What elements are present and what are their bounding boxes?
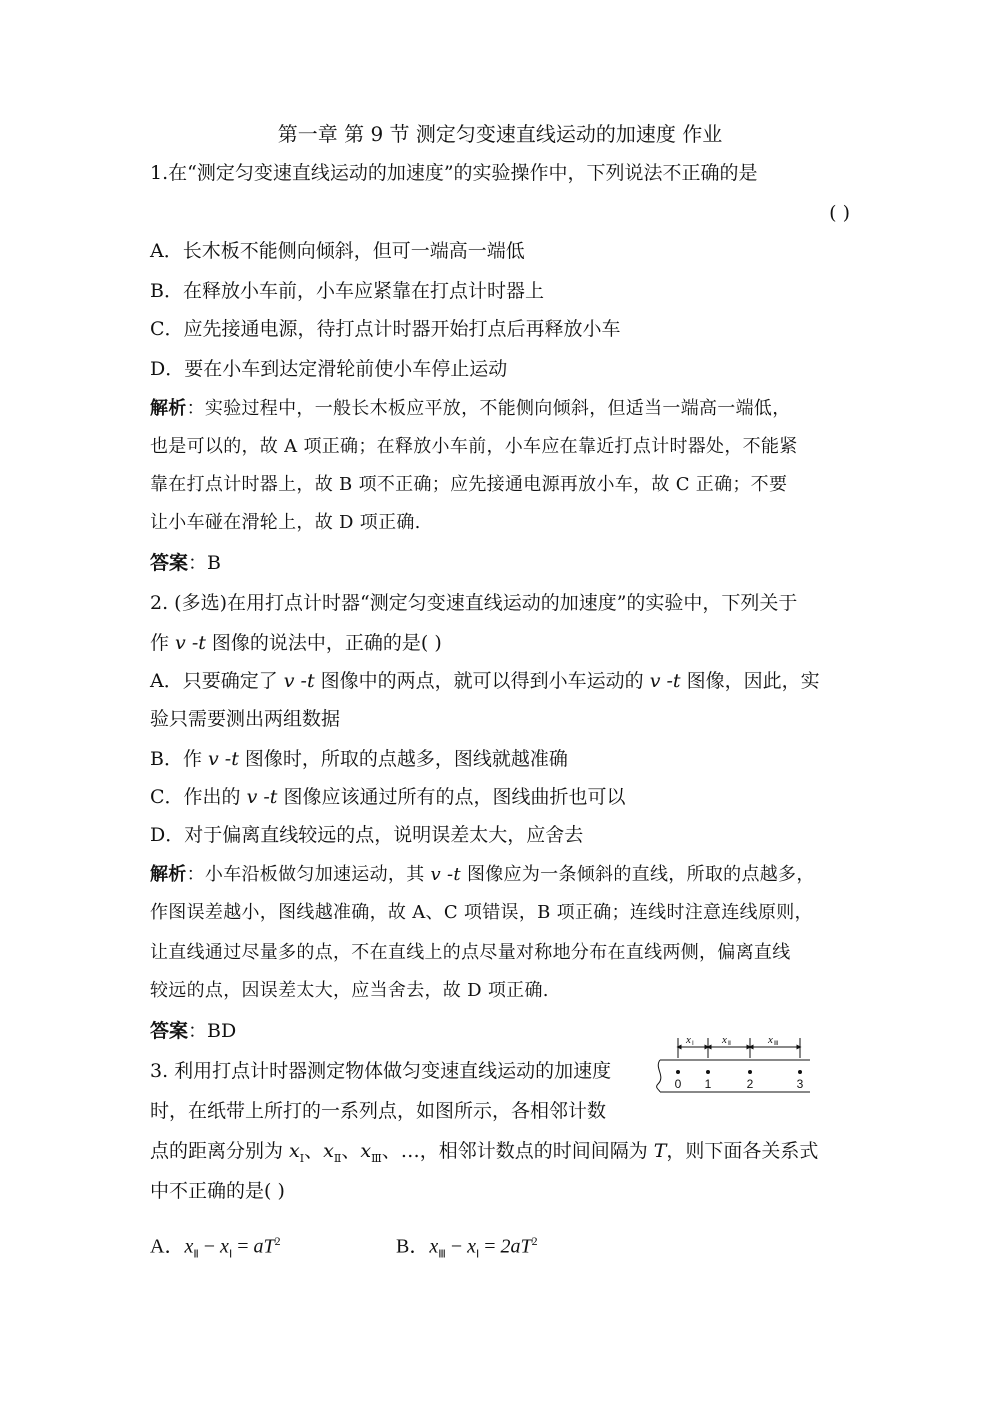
q2-solution-line-4: 较远的点，因误差太大，应当舍去，故 D 项正确.: [150, 980, 549, 1001]
label-x2: x: [722, 1034, 727, 1046]
paper-tape-figure: [652, 1032, 814, 1102]
q1-solution-line-4: 让小车碰在滑轮上，故 D 项正确.: [150, 512, 421, 533]
q3-option-a: A．$x_Ⅱ - x_Ⅰ = aT^2$: [150, 1234, 281, 1261]
q1-stem: 1.在“测定匀变速直线运动的加速度”的实验操作中，下列说法不正确的是: [150, 162, 758, 184]
q3-option-b: B．$x_Ⅲ - x_Ⅰ = 2aT^2$: [396, 1234, 538, 1261]
q2-option-d: D．对于偏离直线较远的点，说明误差太大，应舍去: [150, 824, 584, 846]
q2-option-b: B．作 v -t 图像时，所取的点越多，图线就越准确: [150, 748, 568, 770]
q1-solution-line-3: 靠在打点计时器上，故 B 项不正确；应先接通电源再放小车，故 C 正确；不要: [150, 474, 788, 495]
q1-answer-label: 答案: [150, 552, 189, 574]
point-0: [676, 1070, 680, 1074]
point-1: [706, 1070, 710, 1074]
q2-option-a-line-1: A．只要确定了 v -t 图像中的两点，就可以得到小车运动的 v -t 图像，因此，实: [150, 670, 820, 692]
label-x3: x: [768, 1034, 773, 1046]
page-title: 第一章 第 9 节 测定匀变速直线运动的加速度 作业: [277, 122, 723, 146]
point-label-1: 1: [704, 1077, 712, 1091]
q1-option-c: C．应先接通电源，待打点计时器开始打点后再释放小车: [150, 318, 621, 340]
label-x3-sub: Ⅲ: [774, 1041, 779, 1047]
q1-option-b: B．在释放小车前，小车应紧靠在打点计时器上: [150, 280, 544, 302]
q3-stem-line-4: 中不正确的是( ): [150, 1180, 285, 1202]
q2-solution-line-3: 让直线通过尽量多的点，不在直线上的点尽量对称地分布在直线两侧，偏离直线: [150, 942, 791, 963]
point-3: [798, 1070, 802, 1074]
label-x1: x: [686, 1034, 691, 1046]
q1-solution-label: 解析: [150, 398, 187, 419]
q1-option-d: D．要在小车到达定滑轮前使小车停止运动: [150, 358, 508, 380]
q3-stem-line-3: 点的距离分别为 $x_Ⅰ$、$x_Ⅱ$、$x_Ⅲ$、…，相邻计数点的时间间隔为 T，则下面各关系式: [150, 1140, 819, 1165]
tape-torn-edge: [657, 1060, 661, 1092]
q2-answer-label: 答案: [150, 1020, 189, 1042]
q2-option-c: C．作出的 v -t 图像应该通过所有的点，图线曲折也可以: [150, 786, 626, 808]
q2-solution-label: 解析: [150, 864, 187, 885]
q2-solution-line-1: 解析：小车沿板做匀加速运动，其 v -t 图像应为一条倾斜的直线，所取的点越多，: [150, 864, 815, 885]
q2-option-a-line-2: 验只需要测出两组数据: [150, 708, 341, 730]
point-label-3: 3: [796, 1077, 804, 1091]
point-label-2: 2: [746, 1077, 754, 1091]
q1-option-a: A．长木板不能侧向倾斜，但可一端高一端低: [150, 240, 525, 262]
point-label-0: 0: [674, 1077, 682, 1091]
q2-stem-line-2: 作 v -t 图像的说法中，正确的是( ): [150, 632, 442, 654]
label-x1-sub: Ⅰ: [692, 1041, 694, 1047]
q2-stem-line-1: 2. (多选)在用打点计时器“测定匀变速直线运动的加速度”的实验中，下列关于: [150, 592, 798, 614]
q3-stem-line-1: 3. 利用打点计时器测定物体做匀变速直线运动的加速度: [150, 1060, 612, 1082]
q2-answer: 答案：BD: [150, 1020, 237, 1042]
q2-solution-line-2: 作图误差越小，图线越准确，故 A、C 项错误，B 项正确；连线时注意连线原则，: [150, 902, 813, 923]
point-2: [748, 1070, 752, 1074]
q3-stem-line-2: 时，在纸带上所打的一系列点，如图所示，各相邻计数: [150, 1100, 607, 1122]
q1-solution-line-2: 也是可以的，故 A 项正确；在释放小车前，小车应在靠近打点计时器处，不能紧: [150, 436, 798, 457]
q1-answer: 答案：B: [150, 552, 221, 574]
q1-answer-paren: ( ): [829, 202, 850, 224]
label-x2-sub: Ⅱ: [728, 1041, 731, 1047]
q1-solution-line-1: 解析：实验过程中，一般长木板应平放，不能侧向倾斜，但适当一端高一端低，: [150, 398, 791, 419]
